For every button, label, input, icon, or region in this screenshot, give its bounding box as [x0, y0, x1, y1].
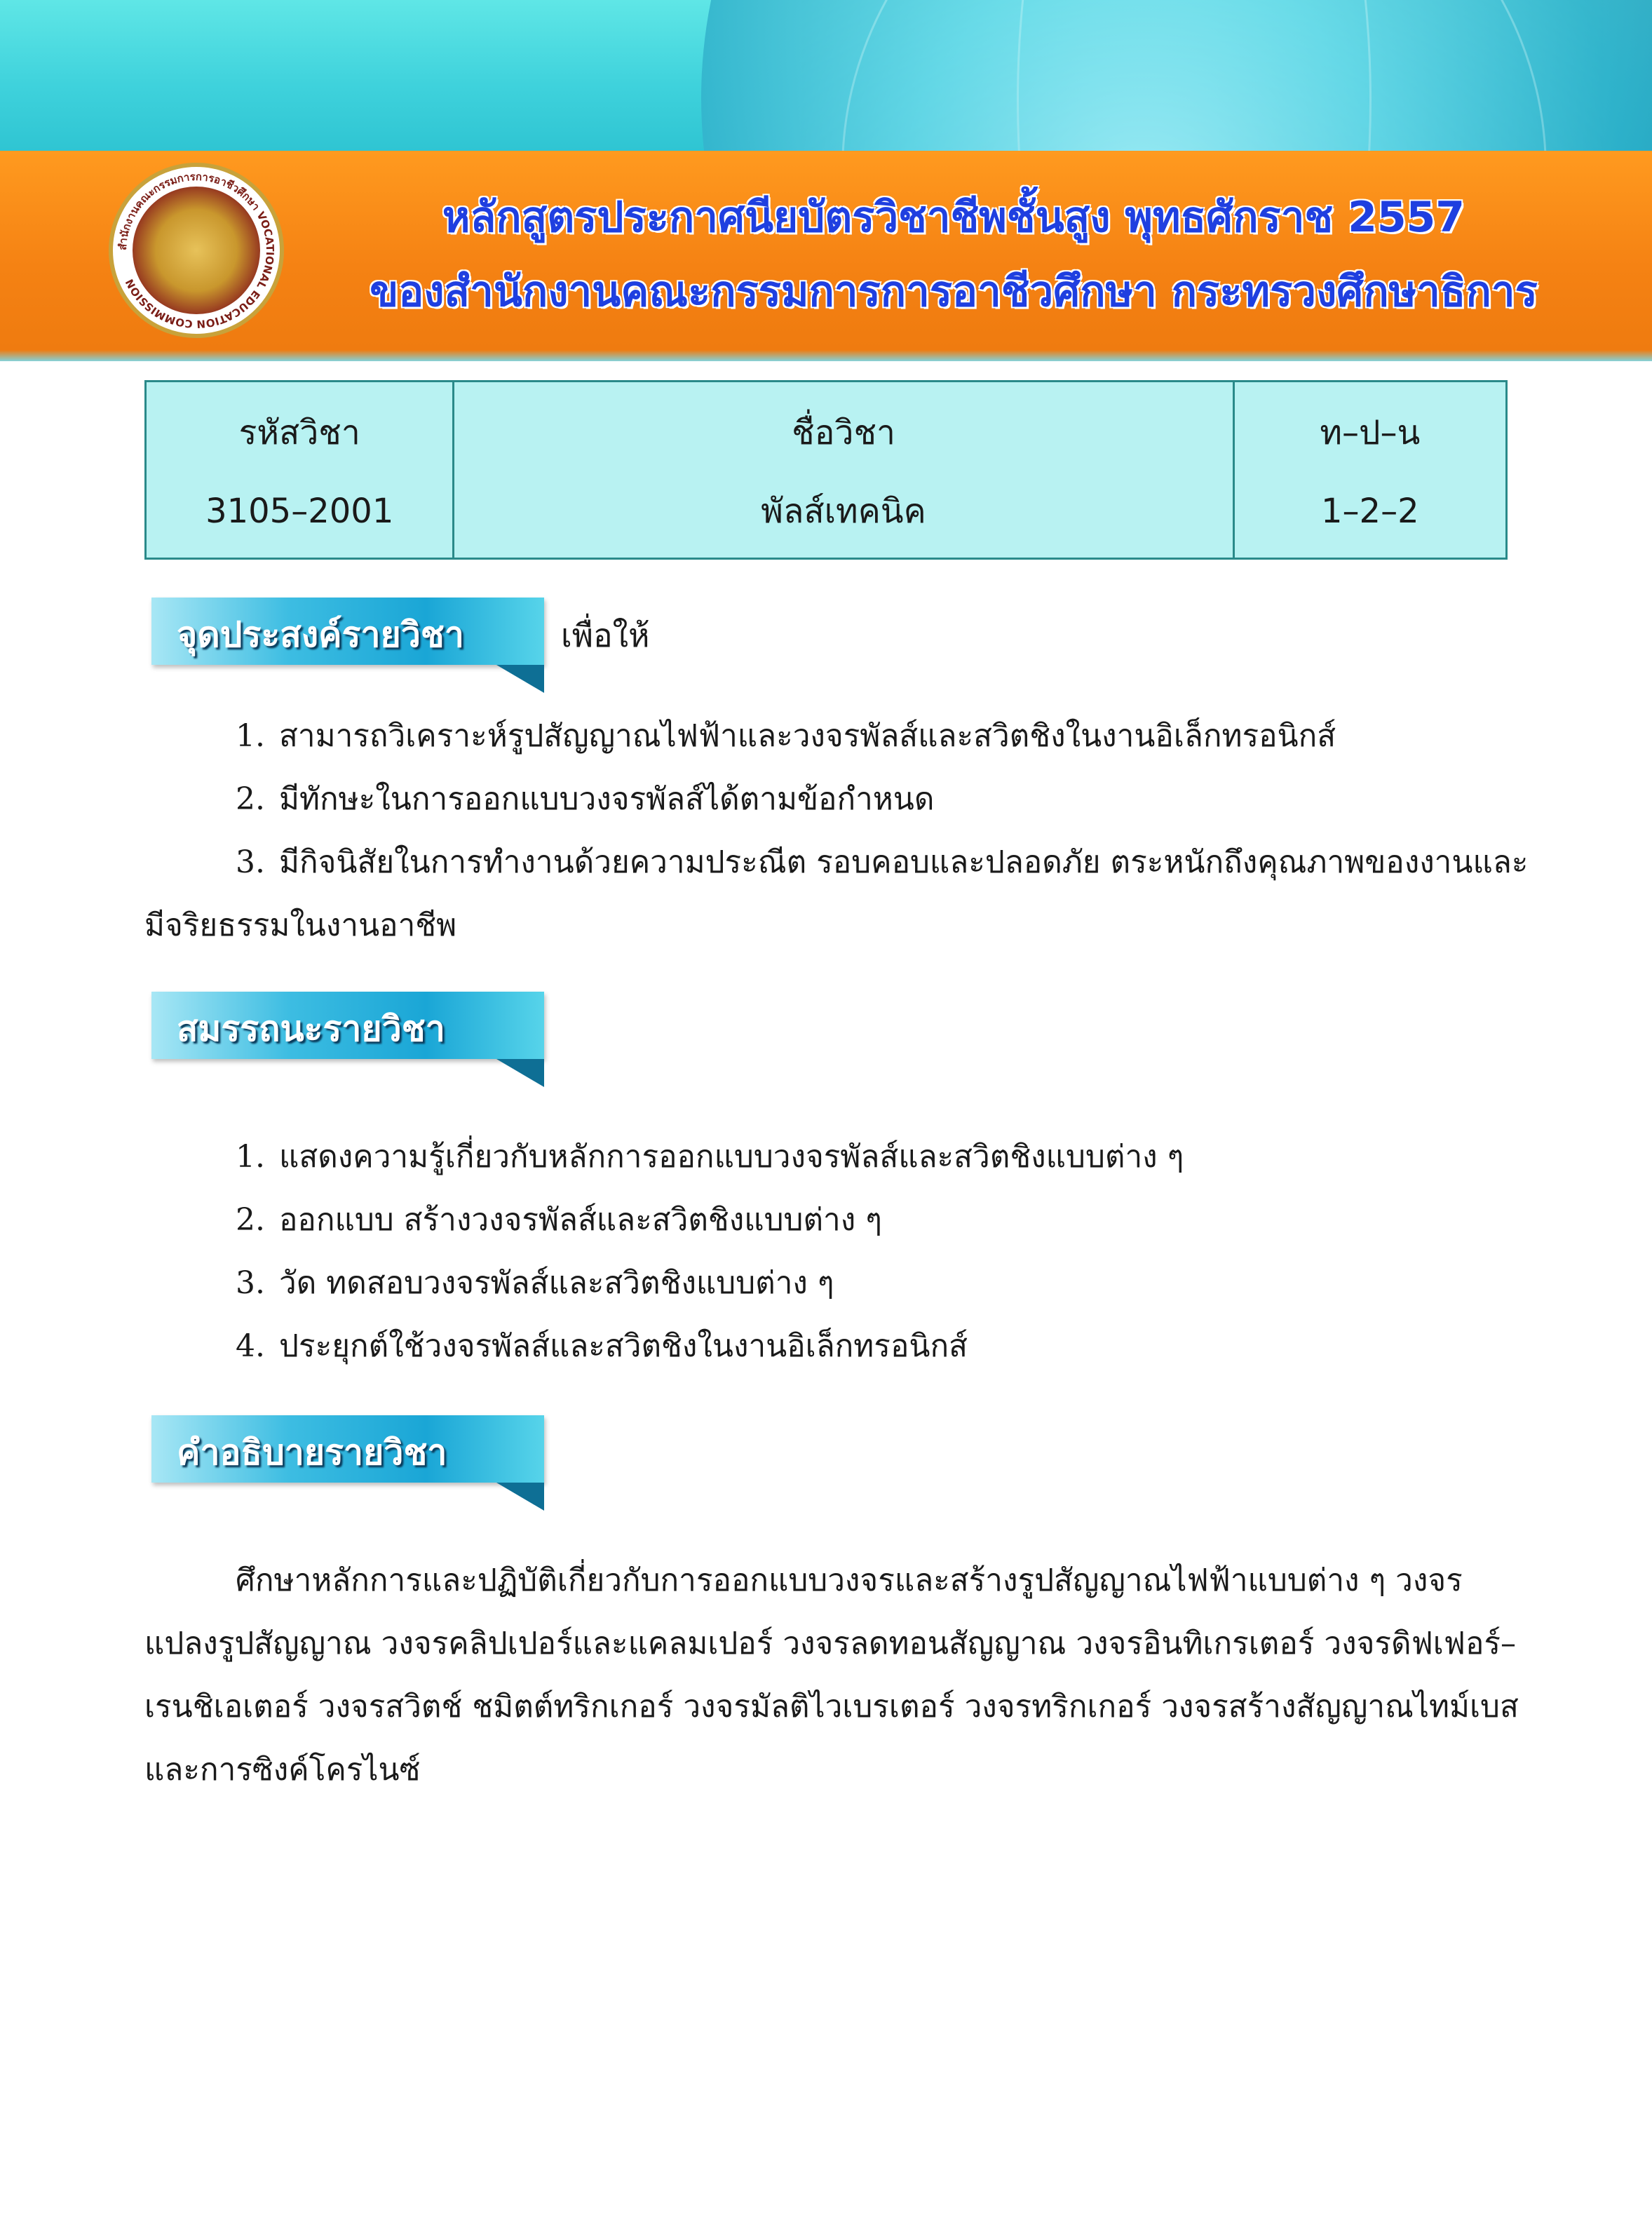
description-line-2: แปลงรูปสัญญาณ วงจรคลิปเปอร์และแคลมเปอร์ วงจรลดทอนสัญญาณ วงจรอินทิเกรเตอร์ วงจรดิฟเฟอร์–: [144, 1626, 1517, 1661]
description-line-4: และการซิงค์โครไนซ์: [144, 1752, 421, 1788]
course-table-value-row: [146, 474, 1507, 559]
header-background: [0, 0, 1652, 154]
competencies-heading: สมรรถนะรายวิชา: [177, 1009, 445, 1049]
course-hours-value: 1–2–2: [1233, 474, 1506, 559]
competency-item-2: 2. ออกแบบ สร้างวงจรพัลส์และสวิตชิงแบบต่าง ๆ: [236, 1202, 882, 1238]
competencies-section-banner: [151, 992, 544, 1062]
course-hours-header: ท–ป–น: [1233, 382, 1506, 475]
vocational-commission-seal: [109, 163, 284, 338]
description-line-3: เรนชิเอเตอร์ วงจรสวิตช์ ชมิตต์ทริกเกอร์ วงจรมัลติไวเบรเตอร์ วงจรทริกเกอร์ วงจรสร้างสัญญาณไทม์เบส: [144, 1689, 1519, 1725]
seal-emblem-icon: [133, 187, 260, 314]
page-title-line-2: ของสำนักงานคณะกรรมการการอาชีวศึกษา กระทรวงศึกษาธิการ: [370, 267, 1538, 316]
description-line-1: ศึกษาหลักการและปฏิบัติเกี่ยวกับการออกแบบวงจรและสร้างรูปสัญญาณไฟฟ้าแบบต่าง ๆ วงจร: [236, 1563, 1463, 1598]
objective-item-3-continuation: มีจริยธรรมในงานอาชีพ: [144, 908, 457, 943]
course-code-header: รหัสวิชา: [146, 382, 454, 475]
description-section-banner: [151, 1415, 544, 1485]
objective-item-1: 1. สามารถวิเคราะห์รูปสัญญาณไฟฟ้าและวงจรพัลส์และสวิตชิงในงานอิเล็กทรอนิกส์: [236, 718, 1336, 754]
course-name-header: ชื่อวิชา: [454, 382, 1233, 475]
competency-item-4: 4. ประยุกต์ใช้วงจรพัลส์และสวิตชิงในงานอิเล็กทรอนิกส์: [236, 1328, 968, 1364]
objectives-heading: จุดประสงค์รายวิชา: [177, 614, 464, 655]
course-name-value: พัลส์เทคนิค: [454, 474, 1233, 559]
competency-item-3: 3. วัด ทดสอบวงจรพัลส์และสวิตชิงแบบต่าง ๆ: [236, 1265, 834, 1301]
objectives-intro: เพื่อให้: [561, 616, 650, 654]
competency-item-1: 1. แสดงความรู้เกี่ยวกับหลักการออกแบบวงจรพัลส์และสวิตชิงแบบต่าง ๆ: [236, 1139, 1184, 1175]
objective-item-3: 3. มีกิจนิสัยในการทำงานด้วยความประณีต รอบคอบและปลอดภัย ตระหนักถึงคุณภาพของงานและ: [236, 844, 1529, 880]
objective-item-2: 2. มีทักษะในการออกแบบวงจรพัลส์ได้ตามข้อกำหนด: [236, 781, 935, 817]
course-table-header-row: [146, 382, 1507, 475]
globe-graphic: [701, 0, 1652, 154]
page-title-line-1: หลักสูตรประกาศนียบัตรวิชาชีพชั้นสูง พุทธศักราช 2557: [442, 193, 1465, 242]
description-heading: คำอธิบายรายวิชา: [177, 1432, 447, 1473]
course-code-value: 3105–2001: [146, 474, 454, 559]
objectives-section-banner: [151, 598, 544, 668]
svg-text:สำนักงานคณะกรรมการการอาชีวศึกษ: สำนักงานคณะกรรมการการอาชีวศึกษา VOCATIONAL EDUCATION COMMISSION: [116, 170, 277, 331]
course-info-table: [144, 380, 1508, 560]
